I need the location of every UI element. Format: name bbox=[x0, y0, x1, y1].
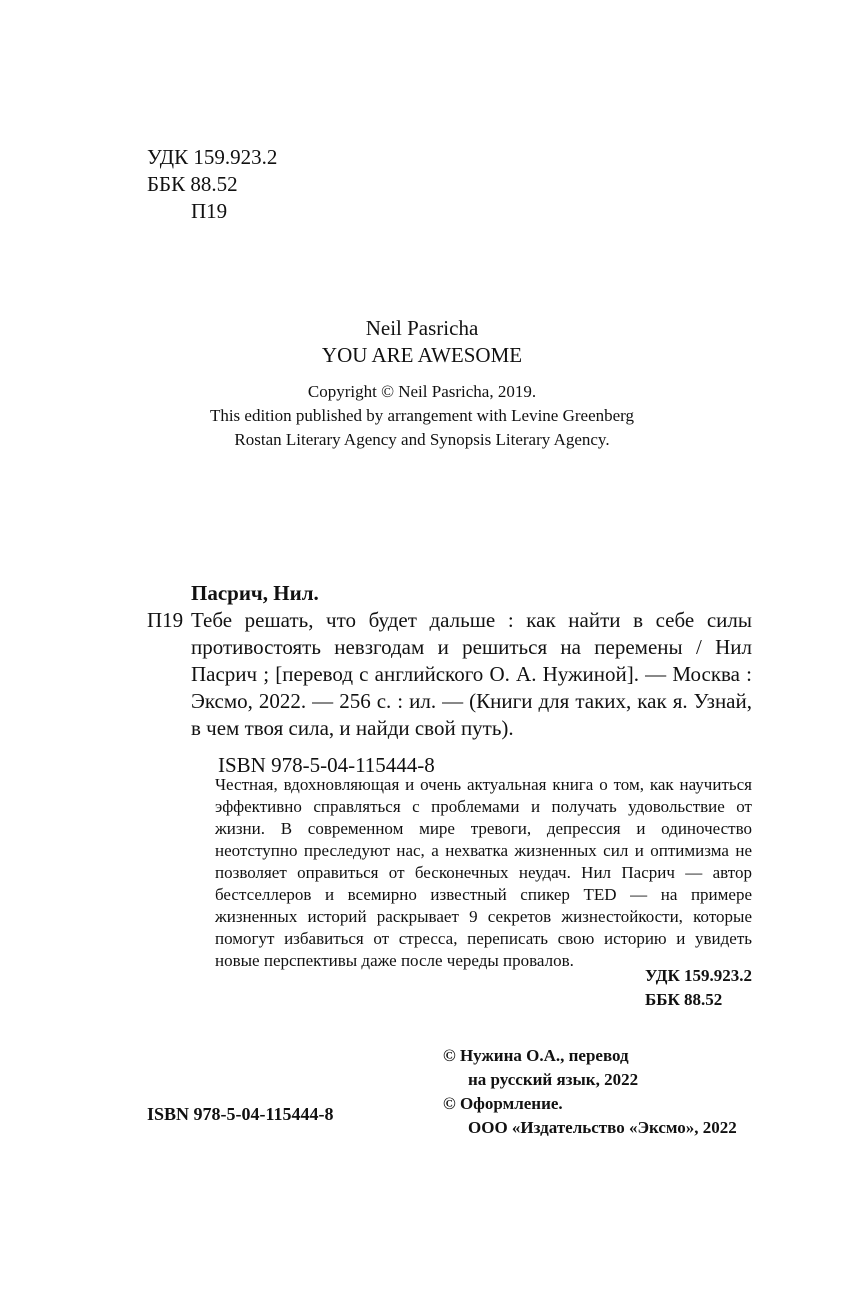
author-sign: П19 bbox=[191, 199, 228, 223]
udk-code: УДК 159.923.2 bbox=[645, 966, 753, 985]
bbk-code: ББК 88.52 bbox=[645, 990, 723, 1009]
udk-code: УДК 159.923.2 bbox=[147, 145, 278, 169]
isbn-bottom: ISBN 978-5-04-115444-8 bbox=[147, 1104, 334, 1124]
copyright-line: This edition published by arrangement with Levine Greenberg bbox=[209, 406, 635, 425]
catalog-codes bbox=[147, 144, 277, 225]
entry-author: Пасрич, Нил. bbox=[191, 581, 319, 605]
entry-body bbox=[147, 607, 752, 742]
entry-code: П19 bbox=[147, 608, 184, 632]
bbk-code: ББК 88.52 bbox=[147, 172, 238, 196]
copyright-design: © Оформление. bbox=[443, 1094, 563, 1113]
entry-description: Тебе решать, что будет дальше : как найти в себе силы противостоять невзгодам и решиться на перемены / Нил Пасрич ; [перевод с английского О. А. Нужиной]. — Москва : Эксмо, 2022. — 256 с. : ил. — (Книги для таких, как я. Узнай, в чем твоя сила, и найди свой путь). bbox=[191, 608, 752, 740]
copyright-russian bbox=[443, 1044, 737, 1140]
bibliographic-entry bbox=[147, 580, 752, 779]
original-copyright bbox=[0, 380, 844, 452]
copyright-translation-cont: на русский язык, 2022 bbox=[468, 1070, 639, 1089]
copyright-translation: © Нужина О.А., перевод bbox=[443, 1046, 629, 1065]
copyright-publisher: ООО «Издательство «Эксмо», 2022 bbox=[468, 1118, 737, 1137]
original-author: Neil Pasricha bbox=[365, 316, 479, 340]
original-title: YOU ARE AWESOME bbox=[321, 343, 523, 367]
copyright-line: Copyright © Neil Pasricha, 2019. bbox=[307, 382, 537, 401]
annotation: Честная, вдохновляющая и очень актуальная книга о том, как научиться эффективно справляться с проблемами и получать удовольствие от жизни. В современном мире тревоги, депрессия и одиночество неотступно преследуют нас, а нехватка жизненных сил и оптимизма не позволяет оправиться от бесконечных неудач. Нил Пасрич — автор бестселлеров и всемирно известный спикер TED — на примере жизненных историй раскрывает 9 секретов жизнестойкости, которые помогут избавиться от стресса, переписать свою историю и увидеть новые перспективы даже после череды провалов. bbox=[215, 775, 752, 970]
catalog-right bbox=[645, 964, 752, 1012]
copyright-line: Rostan Literary Agency and Synopsis Literary Agency. bbox=[234, 430, 610, 449]
entry-isbn: ISBN 978-5-04-115444-8 bbox=[218, 753, 435, 777]
